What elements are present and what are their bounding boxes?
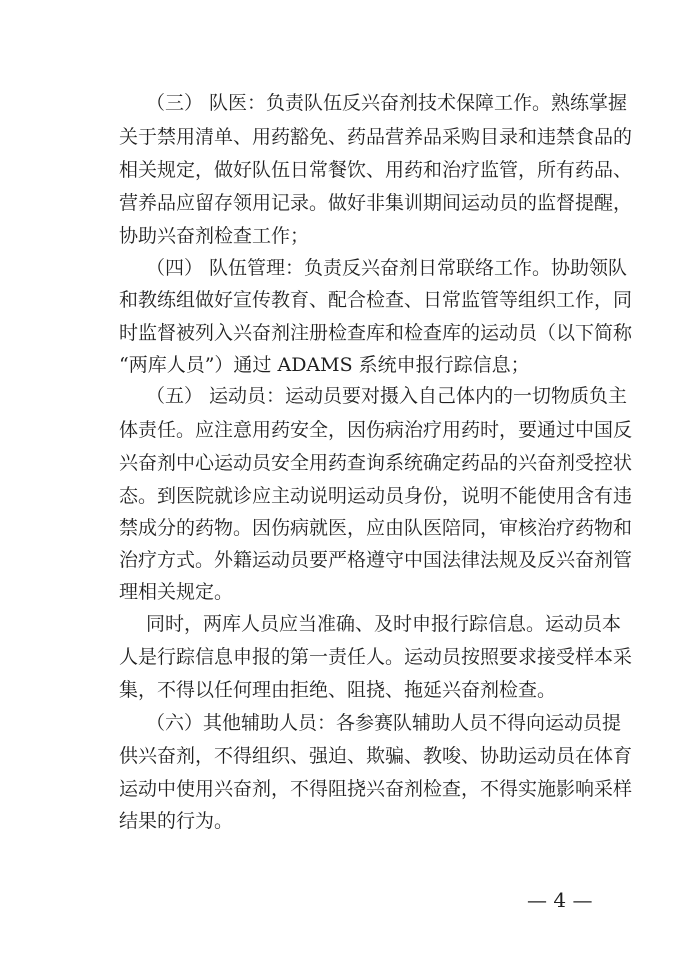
paragraph-team-doctor-line: 协助兴奋剂检查工作；	[119, 225, 310, 247]
paragraph-athlete-line: 兴奋剂中心运动员安全用药查询系统确定药品的兴奋剂受控状	[119, 452, 633, 474]
paragraph-athlete-line: 禁成分的药物。因伤病就医，应由队医陪同，审核治疗药物和	[119, 517, 633, 539]
paragraph-team-doctor-line: 营养品应留存领用记录。做好非集训期间运动员的监督提醒，	[119, 192, 633, 214]
paragraph-support-staff-line: 结果的行为。	[119, 810, 234, 832]
paragraph-team-management-line: “两库人员”）通过 ADAMS 系统申报行踪信息；	[119, 354, 530, 376]
paragraph-team-management-line: （四） 队伍管理：负责反兴奋剂日常联络工作。协助领队	[146, 257, 628, 279]
paragraph-athlete-line: 治疗方式。外籍运动员要严格遵守中国法律法规及反兴奋剂管	[119, 549, 633, 571]
paragraph-team-management-line: 时监督被列入兴奋剂注册检查库和检查库的运动员（以下简称	[119, 322, 633, 344]
paragraph-team-management-line: 和教练组做好宣传教育、配合检查、日常监管等组织工作，同	[119, 289, 633, 311]
paragraph-athlete-line: 理相关规定。	[119, 581, 234, 603]
paragraph-whereabouts-line: 人是行踪信息申报的第一责任人。运动员按照要求接受样本采	[119, 646, 633, 668]
paragraph-support-staff-line: 运动中使用兴奋剂，不得阻挠兴奋剂检查，不得实施影响采样	[119, 778, 633, 800]
paragraph-team-doctor-line: （三） 队医：负责队伍反兴奋剂技术保障工作。熟练掌握	[146, 92, 628, 114]
paragraph-whereabouts-line: 同时，两库人员应当准确、及时申报行踪信息。运动员本	[146, 613, 622, 635]
paragraph-athlete-line: 体责任。应注意用药安全，因伤病治疗用药时，要通过中国反	[119, 419, 633, 441]
paragraph-athlete-line: （五） 运动员：运动员要对摄入自己体内的一切物质负主	[146, 385, 628, 407]
paragraph-whereabouts-line: 集，不得以任何理由拒绝、阻挠、拖延兴奋剂检查。	[119, 679, 557, 701]
paragraph-athlete-line: 态。到医院就诊应主动说明运动员身份，说明不能使用含有违	[119, 485, 633, 507]
paragraph-support-staff-line: 供兴奋剂，不得组织、强迫、欺骗、教唆、协助运动员在体育	[119, 745, 633, 767]
page-number: — 4 —	[527, 888, 593, 912]
paragraph-team-doctor-line: 关于禁用清单、用药豁免、药品营养品采购目录和违禁食品的	[119, 126, 633, 148]
paragraph-support-staff-line: （六）其他辅助人员：各参赛队辅助人员不得向运动员提	[146, 712, 622, 734]
paragraph-team-doctor-line: 相关规定，做好队伍日常餐饮、用药和治疗监管，所有药品、	[119, 159, 633, 181]
